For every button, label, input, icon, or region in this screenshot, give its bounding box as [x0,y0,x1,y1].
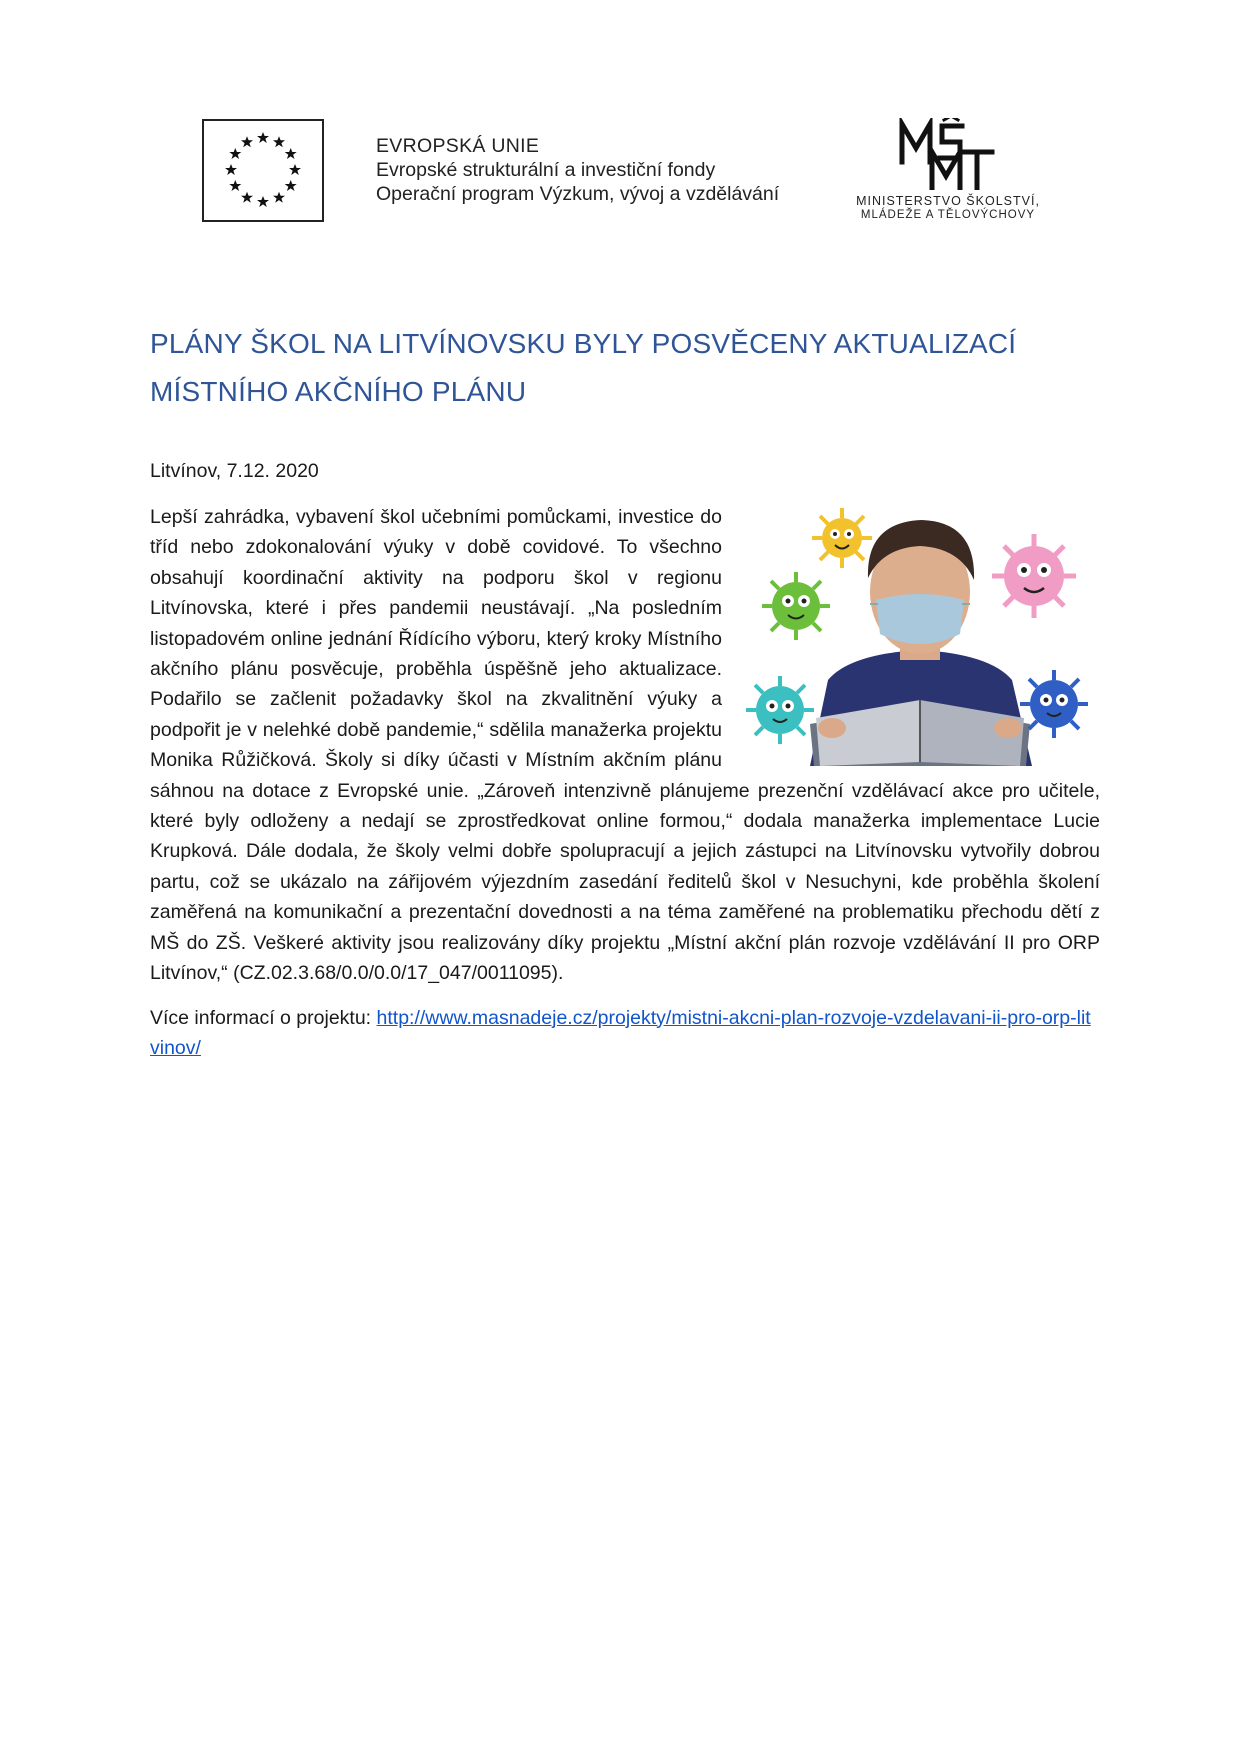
eu-flag-logo [202,119,324,222]
eu-line-1: EVROPSKÁ UNIE [376,135,540,157]
page-header [0,0,1240,260]
msmt-logo [838,118,1058,228]
eu-line-3: Operační program Výzkum, vývoj a vzdělávání [376,183,780,205]
msmt-monogram-icon [896,118,1000,190]
msmt-line-1: MINISTERSTVO ŠKOLSTVÍ, [856,194,1040,208]
article [150,320,1100,1059]
title-line-1: PLÁNY ŠKOL NA LITVÍNOVSKU BYLY POSVĚCENY AKTUALIZACÍ [150,328,1017,359]
project-link[interactable]: http://www.masnadeje.cz/projekty/mistni-akcni-plan-rozvoje-vzdelavani-ii-pro-orp-litvinov/ [150,1006,1091,1059]
eu-program-text [376,134,779,206]
eu-stars-icon [204,121,322,220]
msmt-line-2: MLÁDEŽE A TĚLOVÝCHOVY [860,209,1036,221]
article-date: Litvínov, 7.12. 2020 [150,460,319,482]
more-info-line [150,1003,1100,1064]
article-body [150,502,1100,1063]
eu-line-2: Evropské strukturální a investiční fondy [376,159,716,181]
title-line-2: MÍSTNÍHO AKČNÍHO PLÁNU [150,376,527,407]
boy-reading-with-viruses-image [740,504,1100,766]
more-info-label: Více informací o projektu: [150,1006,377,1029]
article-title [150,320,1100,416]
article-paragraph: Lepší zahrádka, vybavení škol učebními pomůckami, investice do tříd nebo zdokonalování výuky v době covidové. To všechno obsahují koordinační aktivity na podporu škol v regionu Litvínovska, které i přes pandemii neustávají. „Na posledním listopadovém online jednání Řídícího výboru, který kroky Místního akčního plánu posvěcuje, proběhla úspěšně jeho aktualizace. Podařilo se začlenit požadavky škol na zkvalitnění výuky a podpořit je v nelehké době pandemie,“ sdělila manažerka projektu Monika Růžičková. Školy si díky účasti v Místním akčním plánu sáhnou na dotace z Evropské unie. „Zároveň intenzivně plánujeme prezenční vzdělávací akce pro učitele, které byly odloženy a nedají se zprostředkovat online formou,“ dodala manažerka implementace Lucie Krupková. Dále dodala, že školy velmi dobře spolupracují a jejich zástupci na Litvínovsku vytvořily dobrou partu, což se ukázalo na zářijovém výjezdním zasedání ředitelů škol v Nesuchyni, kde proběhla školení zaměřená na komunikační a prezentační dovednosti a na téma zaměřené na problematiku přechodu dětí z MŠ do ZŠ. Veškeré aktivity jsou realizovány díky projektu „Místní akční plán rozvoje vzdělávání II pro ORP Litvínov,“ (CZ.02.3.68/0.0/0.0/17_047/0011095). [150,506,1100,985]
